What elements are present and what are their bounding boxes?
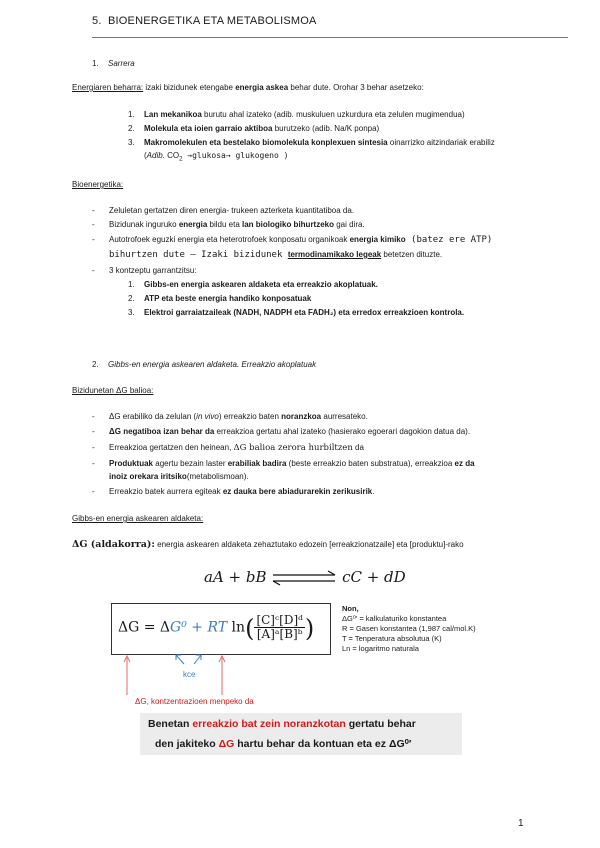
text: aurresateko. — [321, 412, 368, 421]
header-divider — [92, 37, 568, 38]
concept-item: Elektroi garraiatzaileak (NADH, NADPH eta FADH₂) eta erredox erreakzioen kontrola. — [144, 308, 465, 317]
bullet-dash: - — [92, 487, 95, 496]
text: hartu behar da kontuan eta ez ΔG⁰′ — [234, 738, 412, 750]
text: gai dira. — [334, 220, 365, 229]
chapter-number: 5. — [92, 15, 102, 27]
bullet-item — [109, 412, 368, 422]
chapter-header — [92, 15, 317, 27]
text: (beste erreakzio baten substratua), erreakzioa — [286, 459, 455, 468]
bullet-item — [109, 443, 364, 453]
text: energia askearen aldaketa zehaztutako edozein [erreakzionatzaile] eta [produktu]-rako — [154, 540, 464, 549]
bullet-item-continuation — [109, 472, 249, 482]
legend-item: Ln = logaritmo naturala — [342, 644, 419, 653]
bullet-item — [109, 487, 374, 497]
kce-label: kce — [183, 670, 196, 679]
text: betetzen dituzte. — [381, 250, 443, 259]
bullet-dash: - — [92, 266, 95, 275]
text: bildu eta — [207, 220, 242, 229]
bullet-item: Zeluletan gertatzen diren energia- trukeen azterketa kuantitatiboa da. — [109, 206, 355, 215]
section-2-title: Gibbs-en energia askearen aldaketa. Erreakzio akoplatuak — [108, 360, 317, 369]
note-line-2 — [155, 738, 411, 750]
bold-text: Produktuak — [109, 459, 154, 468]
text: ) erreakzio baten — [218, 412, 282, 421]
equation-part: ln — [227, 619, 246, 636]
fraction-denominator: [A]ᵃ[B]ᵇ — [256, 627, 303, 641]
bold-text: lan biologiko bihurtzeko — [242, 220, 334, 229]
mono-text: →glukosa→ glukogeno ) — [182, 151, 289, 160]
fraction-numerator: [C]ᶜ[D]ᵈ — [256, 613, 303, 627]
equation-part: ΔG = Δ — [118, 619, 171, 636]
concentration-note: ΔG, kontzentrazioen menpeko da — [135, 697, 254, 706]
red-text: erreakzio bat zein noranzkotan — [192, 718, 346, 730]
list-item-continuation — [144, 151, 288, 165]
energy-need-label: Energiaren beharra: — [72, 83, 144, 92]
bold-text: erabiliak badira — [227, 459, 287, 468]
text: ΔG erabiliko da zelulan ( — [109, 412, 197, 421]
text: Benetan — [148, 718, 193, 730]
equilibrium-arrows-icon — [271, 570, 337, 586]
text: CO — [164, 151, 180, 160]
red-text: ΔG — [218, 738, 235, 750]
bullet-item-continuation — [109, 250, 442, 260]
text: oinarrizko aitzindariak erabiliz — [387, 138, 495, 147]
energy-need-paragraph — [72, 83, 424, 93]
concept-item: ATP eta beste energia handiko konposatuak — [144, 294, 312, 303]
list-number: 2. — [128, 124, 135, 133]
text: gertatu behar — [345, 718, 416, 730]
reaction-equation — [204, 568, 406, 586]
text: Erreakzioa gertatzen den heinean, — [109, 443, 234, 452]
list-number: 3. — [128, 138, 135, 147]
bullet-item — [109, 220, 365, 230]
bold-text: energia kimiko — [349, 235, 406, 244]
text: . — [372, 487, 375, 496]
text: agertu bezain laster — [153, 459, 228, 468]
chapter-title: BIOENERGETIKA ETA METABOLISMOA — [108, 15, 317, 27]
bold-text: noranzkoa — [281, 412, 322, 421]
section-2-heading — [92, 360, 316, 369]
text: da — [352, 443, 364, 452]
section-1-number: 1. — [92, 59, 99, 68]
bold-text: ΔG negatiboa izan behar da — [109, 427, 215, 436]
legend-item: ΔG⁰′ = kalkulaturiko konstantea — [342, 614, 447, 623]
bold-text: inoiz orekara iritsiko — [109, 472, 187, 481]
bold-text: energia — [178, 220, 208, 229]
bold-text: Makromolekulen eta bestelako biomolekula konplexuen sintesia — [144, 138, 388, 147]
products: cC + dD — [342, 568, 406, 586]
section-1-heading — [92, 59, 135, 68]
text: Bizidunak inguruko — [109, 220, 179, 229]
legend-item: R = Gasen konstantea (1,987 cal/mol.K) — [342, 624, 476, 633]
list-number: 2. — [128, 294, 135, 303]
bullet-dash: - — [92, 459, 95, 468]
bullet-dash: - — [92, 443, 95, 452]
bullet-item — [109, 427, 470, 437]
mono-text: bihurtzen dute – Izaki bizidunek — [109, 250, 288, 260]
list-item — [144, 124, 379, 134]
bullet-item — [109, 459, 475, 469]
list-item — [144, 138, 495, 148]
text: burutzeko (adib. Na/K ponpa) — [272, 124, 380, 133]
text: den jakiteko — [155, 738, 219, 750]
bold-text: Molekula eta ioien garraio aktiboa — [144, 124, 273, 133]
underlined-text: termodinamikako legeak — [287, 250, 382, 259]
bullet-item — [109, 235, 492, 245]
reactants: aA + bB — [204, 568, 267, 586]
list-number: 1. — [128, 110, 135, 119]
section-2-number: 2. — [92, 360, 99, 369]
equation-blue-part: G⁰ + RT — [170, 619, 228, 636]
text: Erreakzio batek aurrera egiteak — [109, 487, 223, 496]
list-item — [144, 110, 465, 120]
bold-text: ez da — [454, 459, 475, 468]
section-1-title: Sarrera — [108, 59, 135, 68]
legend-title: Non, — [342, 604, 359, 613]
legend-item: T = Tenperatura absolutua (K) — [342, 634, 442, 643]
bold-text: energia askea — [235, 83, 289, 92]
dg-value-label: Bizidunetan ΔG balioa: — [72, 386, 154, 395]
bold-text: ez dauka bere abiadurarekin zerikusirik — [222, 487, 373, 496]
italic-text: Adib. — [146, 151, 165, 160]
note-line-1 — [148, 718, 416, 730]
bullet-dash: - — [92, 412, 95, 421]
serif-text: ΔG balioa zerora hurbiltzen — [233, 443, 353, 453]
bullet-dash: - — [92, 220, 95, 229]
text: burutu ahal izateko (adib. muskuluen uzkurdura eta zelulen mugimendua) — [201, 110, 465, 119]
mono-text: (batez ere ATP) — [405, 235, 493, 245]
text: erreakzioa gertatu ahal izateko (hasierako egoerari dagokion datua da). — [214, 427, 471, 436]
gibbs-definition — [72, 540, 464, 550]
gibbs-equation: ΔG = ΔG⁰ + RT ln( $\frac{\text{[C]ᶜ[D]ᵈ}}{\text{[A]ᵃ[B]ᵇ}}$ ) — [118, 613, 315, 643]
bullet-dash: - — [92, 206, 95, 215]
list-number: 1. — [128, 280, 135, 289]
text: ( — [144, 151, 147, 160]
annotation-arrows-icon — [110, 650, 230, 700]
text: (metabolismoan). — [186, 472, 249, 481]
bullet-item: 3 kontzeptu garrantzitsu: — [109, 266, 197, 275]
text: behar dute. Orohar 3 behar asetzeko: — [288, 83, 424, 92]
text: Autotrofoek eguzki energia eta heterotrofoek konposatu organikoak — [109, 235, 350, 244]
italic-text: in vivo — [196, 412, 219, 421]
equation-fraction — [254, 614, 304, 641]
bold-text: ΔG (aldakorra): — [72, 539, 155, 550]
page-number: 1 — [518, 818, 524, 829]
subscript: 2 — [179, 156, 183, 163]
gibbs-label: Gibbs-en energia askearen aldaketa: — [72, 514, 204, 523]
list-number: 3. — [128, 308, 135, 317]
bold-text: Lan mekanikoa — [144, 110, 202, 119]
bullet-dash: - — [92, 427, 95, 436]
text: izaki bizidunek etengabe — [143, 83, 236, 92]
bioenergetics-label: Bioenergetika: — [72, 180, 124, 189]
concept-item: Gibbs-en energia askearen aldaketa eta erreakzio akoplatuak. — [144, 280, 378, 289]
bullet-dash: - — [92, 235, 95, 244]
